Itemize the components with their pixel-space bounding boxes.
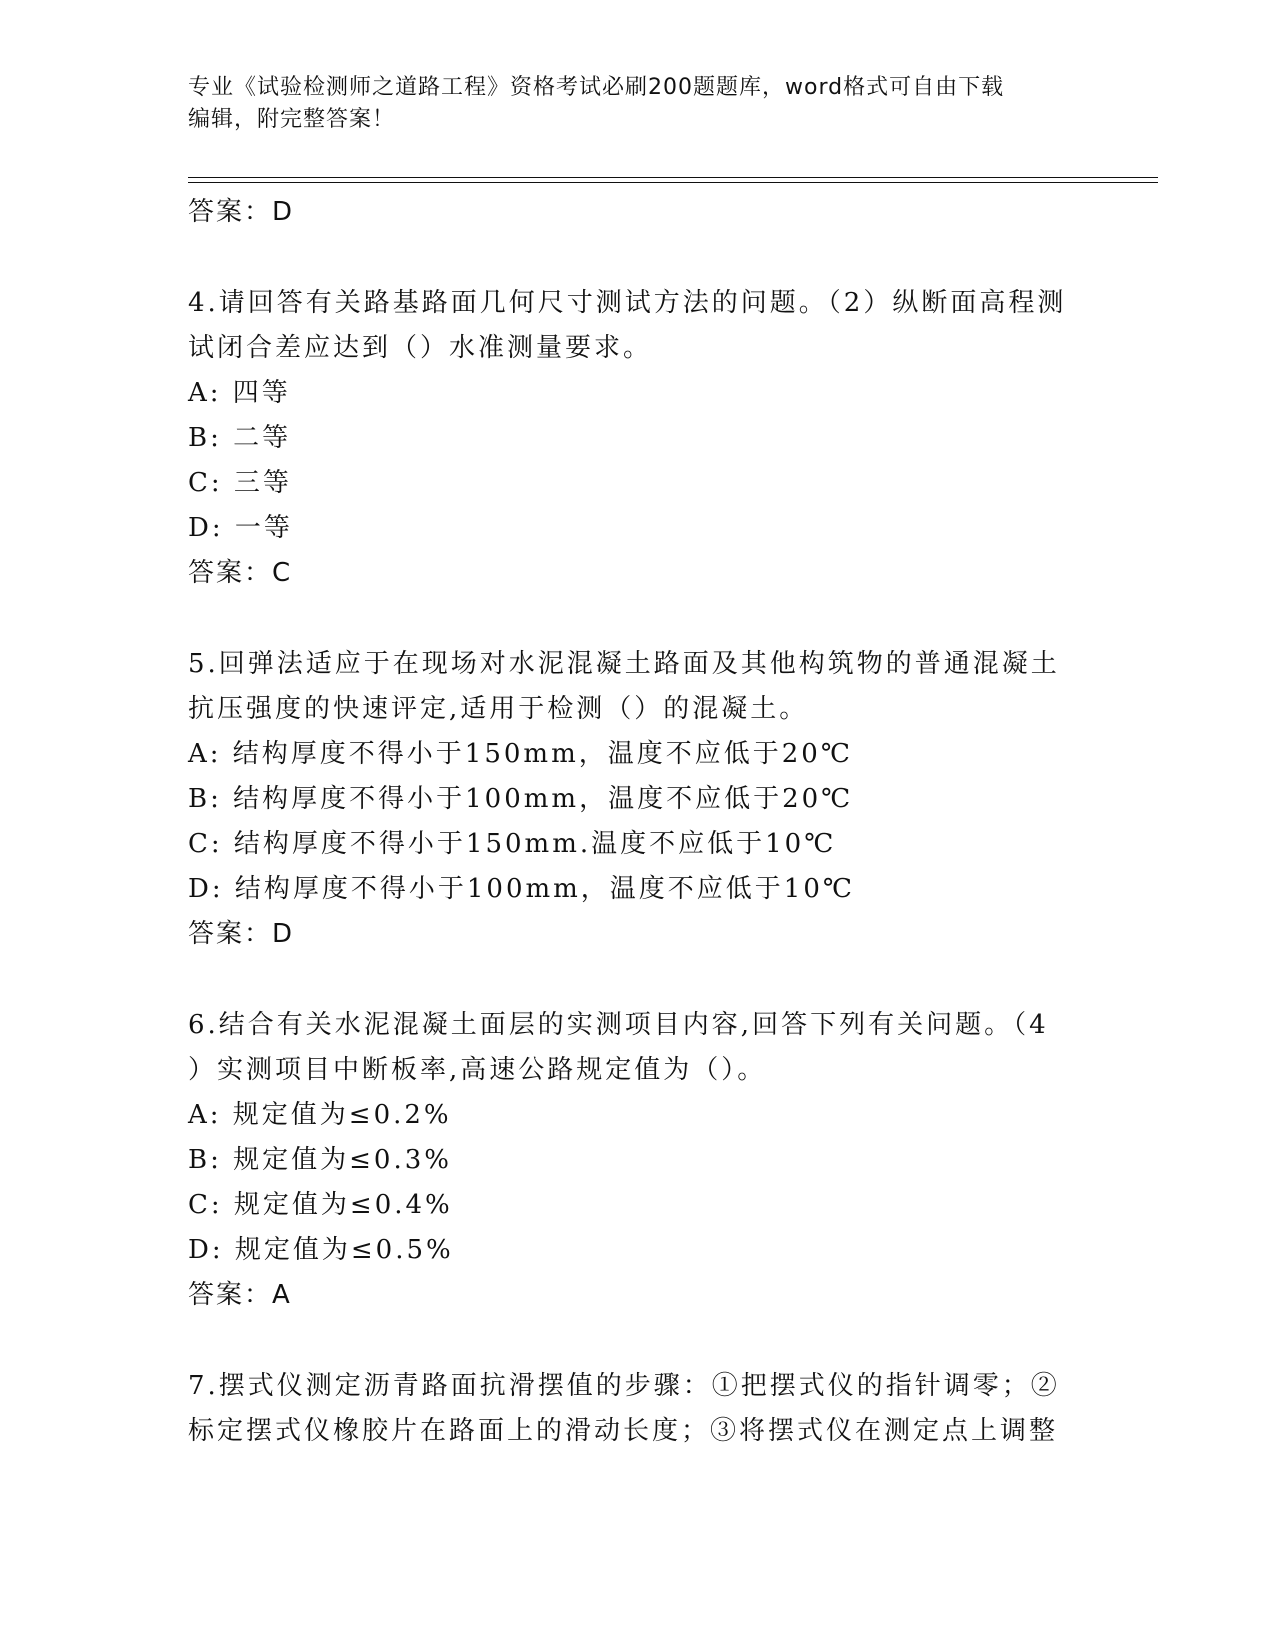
option-d: D: 结构厚度不得小于100mm，温度不应低于10℃ [188,874,855,904]
option-b: B: 规定值为≤0.3% [188,1145,452,1175]
previous-answer: 答案：D [188,197,295,227]
answer-line: 答案：D [188,919,295,949]
header-divider-second [188,182,1158,183]
option-b: B: 二等 [188,423,292,453]
answer-line: 答案：A [188,1280,292,1310]
question-text-line: 标定摆式仪橡胶片在路面上的滑动长度；③将摆式仪在测定点上调整 [188,1416,1059,1446]
option-d: D: 规定值为≤0.5% [188,1235,454,1265]
option-d: D: 一等 [188,513,293,543]
question-item [188,642,1088,957]
spacer [188,1318,1088,1364]
question-text-line: 试闭合差应达到（）水准测量要求。 [188,333,653,363]
option-a: A: 结构厚度不得小于150mm，温度不应低于20℃ [188,739,853,769]
question-list [188,190,1088,1454]
header-divider [188,177,1158,178]
spacer [188,235,1088,281]
answer-line: 答案：C [188,558,293,588]
option-a: A: 四等 [188,378,291,408]
question-text-line: 7.摆式仪测定沥青路面抗滑摆值的步骤：①把摆式仪的指针调零；② [188,1371,1060,1401]
question-text-line: 4.请回答有关路基路面几何尺寸测试方法的问题。（2）纵断面高程测 [188,288,1067,318]
question-item [188,1364,1088,1454]
option-a: A: 规定值为≤0.2% [188,1100,452,1130]
question-item [188,1003,1088,1318]
question-item [188,281,1088,596]
option-c: C: 规定值为≤0.4% [188,1190,453,1220]
question-text-line: 6.结合有关水泥混凝土面层的实测项目内容,回答下列有关问题。（4 [188,1010,1049,1040]
question-text-line: 抗压强度的快速评定,适用于检测（）的混凝土。 [188,694,809,724]
spacer [188,596,1088,642]
header-line-1: 专业《试验检测师之道路工程》资格考试必刷200题题库，word格式可自由下载 [188,75,1005,100]
option-c: C: 三等 [188,468,292,498]
question-text-line: 5.回弹法适应于在现场对水泥混凝土路面及其他构筑物的普通混凝土 [188,649,1060,679]
spacer [188,957,1088,1003]
option-b: B: 结构厚度不得小于100mm，温度不应低于20℃ [188,784,854,814]
page-header [188,72,1088,136]
question-text-line: ）实测项目中断板率,高速公路规定值为（）。 [188,1055,767,1085]
option-c: C: 结构厚度不得小于150mm.温度不应低于10℃ [188,829,837,859]
header-line-2: 编辑，附完整答案！ [188,107,396,132]
